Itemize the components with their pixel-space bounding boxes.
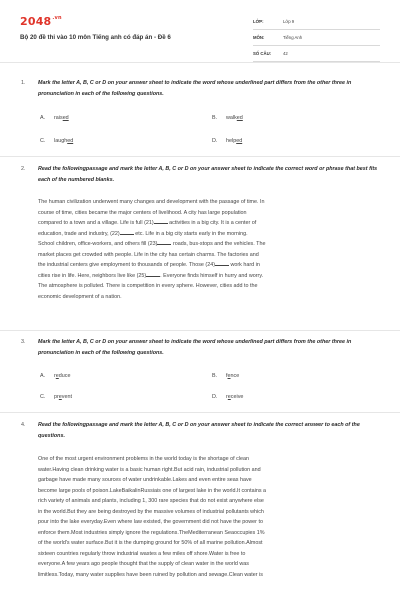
- document-header: [0, 0, 400, 62]
- passage-line: enforce them.Most industries simply ignore the regulations.TheMediterranean Seaoccupies 1%: [38, 529, 265, 536]
- blank-21[interactable]: [154, 219, 168, 224]
- question-divider: [0, 156, 400, 157]
- passage-line: pour into the lake everyday.Even where law existed, the government did not have the power to: [38, 519, 263, 525]
- passage-text: cities rise in life. Here, neighbors live like (25): [38, 272, 147, 279]
- question-number: 4.: [21, 422, 26, 428]
- meta-value: Lớp 9: [283, 19, 295, 24]
- option-text: r: [226, 394, 228, 400]
- meta-row-class: [253, 14, 380, 30]
- passage-text: . Everyone finds himself in hurry and worry.: [160, 272, 264, 279]
- meta-row-subject: [253, 30, 380, 46]
- question-divider: [0, 330, 400, 331]
- option-text: laugh: [54, 138, 68, 144]
- passage-line: water.Having clean drinking water is a basic human right.But acid rain, industrial pollution and: [38, 466, 261, 473]
- question-instruction: Mark the letter A, B, C or D on your answer sheet to indicate the word whose underlined part differs from the other three in pronunciation in each of the following questions.: [38, 339, 352, 356]
- passage-line: course of time, cities became the major centers of livelihood. A city has large population: [38, 209, 247, 216]
- option-underlined: e: [227, 373, 231, 379]
- passage-text: School children, office-workers, and others fill (23): [38, 241, 158, 247]
- option-underlined: e: [227, 394, 231, 400]
- question-divider: [0, 412, 400, 413]
- passage-text: activities in a big city. It is a center of: [167, 220, 257, 226]
- meta-value: Tiếng Anh: [283, 35, 303, 40]
- option-letter: A.: [40, 115, 46, 121]
- question-instruction: Read the followingpassage and mark the letter A, B, C or D on your answer sheet to indicate the correct word or phrase that best fits each of the numbered blanks.: [38, 166, 378, 183]
- option-underlined: ed: [236, 138, 243, 144]
- passage-line: become large pools of poison.LakeBaikalinRussiais one of largest lake in the world.It contains a: [38, 487, 267, 494]
- passage-text: education, trade and industry, (22): [38, 230, 120, 237]
- meta-key: MÔN:: [253, 35, 265, 40]
- question-number: 2.: [21, 166, 26, 172]
- question-number: 3.: [21, 339, 26, 345]
- option-d[interactable]: [212, 394, 243, 400]
- option-underlined: ed: [236, 115, 243, 121]
- meta-table: [253, 14, 380, 62]
- option-text: duce: [58, 373, 71, 379]
- passage-text: compared to a town and a village. Life is full (21): [38, 220, 154, 226]
- option-a[interactable]: [40, 115, 69, 121]
- reading-passage: [38, 197, 378, 302]
- passage-text: etc. Life in a big city starts early in the morning.: [133, 230, 248, 237]
- option-text: pr: [54, 394, 59, 400]
- option-text: vent: [61, 394, 72, 400]
- passage-line: [38, 239, 378, 250]
- reading-passage: [38, 454, 378, 580]
- option-text: f: [226, 373, 228, 379]
- passage-line: One of the most urgent environment problems in the world today is the shortage of clean: [38, 456, 249, 462]
- passage-line: limitless.Today, many water supplies have been ruined by pollution and sewage.Clean water is: [38, 571, 263, 578]
- meta-row-count: [253, 46, 380, 62]
- option-letter: D.: [212, 394, 218, 400]
- passage-text: work hard in: [229, 262, 260, 268]
- option-underlined: ed: [67, 138, 74, 144]
- option-text: r: [54, 373, 56, 379]
- logo-suffix: .vn: [52, 15, 62, 21]
- option-text: nce: [230, 373, 240, 379]
- passage-text: the industrial centers give employment to thousands of people. Those (24): [38, 262, 215, 268]
- option-text: help: [226, 138, 237, 144]
- passage-line: in the world.But they are being destroyed by the massive volumes of industrial pollutants which: [38, 508, 264, 515]
- passage-line: [38, 229, 378, 240]
- option-letter: B.: [212, 115, 218, 121]
- passage-line: garbage have made many sources of water undrinkable.Lakes and even entire seas have: [38, 477, 252, 483]
- passage-line: The atmosphere is polluted. There is competition in every sphere. However, cities add to the: [38, 283, 258, 289]
- passage-line: [38, 260, 378, 271]
- blank-23[interactable]: [157, 240, 171, 245]
- option-b[interactable]: [212, 115, 243, 121]
- passage-line: of the world's water surface.But it is the dumping ground for 50% of all marine pollution.Almost: [38, 540, 263, 546]
- option-letter: C.: [40, 394, 46, 400]
- option-letter: C.: [40, 138, 46, 144]
- option-text: walk: [226, 115, 237, 121]
- site-logo[interactable]: [20, 15, 62, 28]
- passage-line: everyone.A few years ago people thought that the supply of clean water in the world was: [38, 561, 249, 567]
- passage-text: roads, bus-stops and the vehicles. The: [171, 241, 266, 247]
- option-text: ceive: [230, 394, 244, 400]
- option-text: rais: [54, 115, 63, 121]
- passage-line: The human civilization underwent many changes and development with the passage of time. In: [38, 199, 265, 205]
- document-title: Bộ 20 đề thi vào 10 môn Tiếng anh có đáp án - Đề 6: [20, 34, 171, 41]
- passage-line: [38, 271, 378, 282]
- option-underlined: e: [58, 394, 62, 400]
- option-letter: A.: [40, 373, 46, 379]
- option-b[interactable]: [212, 373, 239, 379]
- option-underlined: ed: [62, 115, 69, 121]
- option-c[interactable]: [40, 138, 73, 144]
- blank-25[interactable]: [146, 272, 160, 277]
- passage-line: sixteen countries regularly throw industrial wastes a few miles off shore.Water is free to: [38, 550, 246, 557]
- option-a[interactable]: [40, 373, 71, 379]
- meta-value: 42: [283, 51, 288, 56]
- passage-line: economic development of a nation.: [38, 293, 122, 300]
- meta-key: LỚP:: [253, 19, 264, 24]
- passage-line: [38, 218, 378, 229]
- question-number: 1.: [21, 80, 26, 86]
- logo-text: 2048: [20, 15, 52, 28]
- question-instruction: Read the followingpassage and mark the letter A, B, C or D on your answer sheet to indicate the correct answer to each of the questions.: [38, 422, 360, 439]
- option-letter: B.: [212, 373, 218, 379]
- blank-22[interactable]: [120, 230, 134, 235]
- header-divider: [0, 62, 400, 63]
- blank-24[interactable]: [215, 261, 229, 266]
- passage-line: rich variety of animals and plants, including 1, 300 rare species that do not exist anywhere else: [38, 498, 264, 504]
- meta-key: SỐ CÂU:: [253, 51, 272, 56]
- option-underlined: e: [55, 373, 59, 379]
- option-c[interactable]: [40, 394, 72, 400]
- option-d[interactable]: [212, 138, 242, 144]
- passage-line: market places get crowded with people. Life in the city has certain charms. The factories and: [38, 251, 259, 258]
- option-letter: D.: [212, 138, 218, 144]
- question-instruction: Mark the letter A, B, C or D on your answer sheet to indicate the word whose underlined part differs from the other three in pronunciation in each of the following questions.: [38, 80, 352, 97]
